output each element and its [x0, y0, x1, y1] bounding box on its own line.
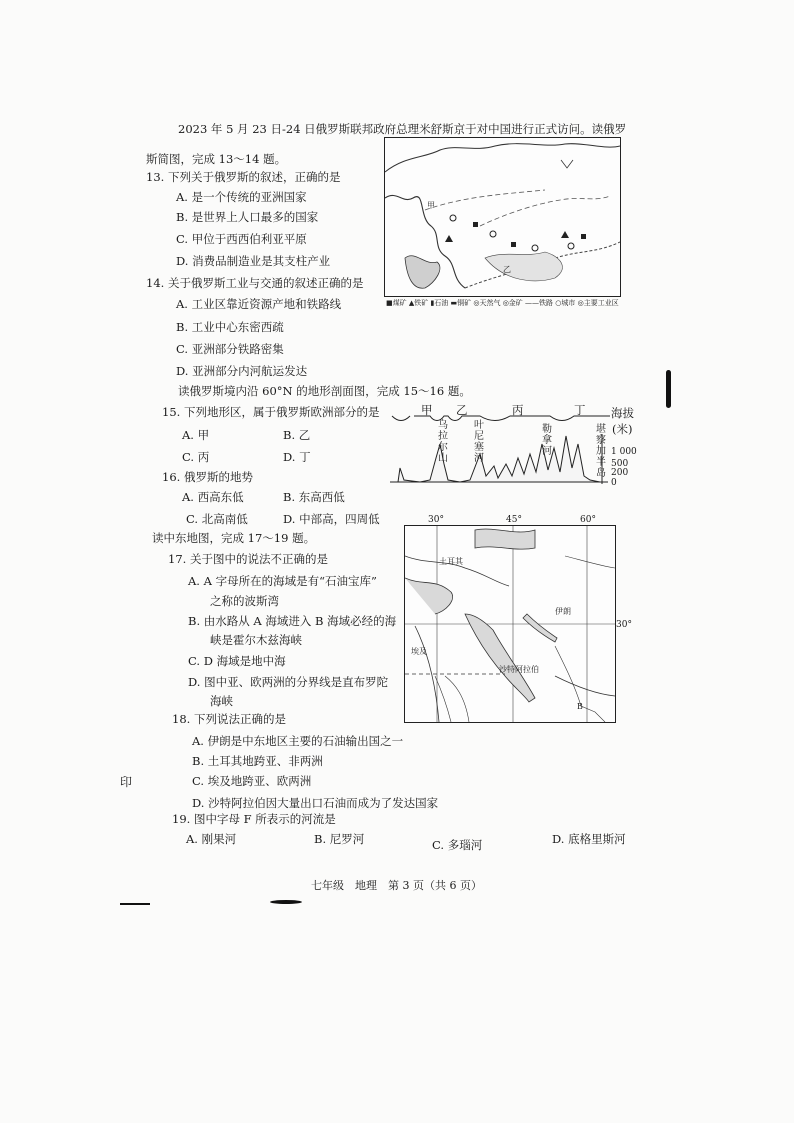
question-16-option-b: B. 东高西低 — [283, 490, 345, 504]
question-19-option-b: B. 尼罗河 — [314, 832, 365, 846]
russia-map — [384, 137, 621, 297]
profile-ytick-500: 500 — [611, 459, 629, 469]
question-19-stem: 19. 图中字母 F 所表示的河流是 — [172, 812, 336, 826]
middle-east-map — [404, 525, 616, 723]
question-13-option-d: D. 消费品制造业是其支柱产业 — [176, 254, 331, 268]
question-17-option-d-line2: 海峡 — [210, 694, 233, 708]
question-17-option-b-line1: B. 由水路从 A 海域进入 B 海域必经的海 — [188, 614, 397, 628]
mideast-longitude-45: 45° — [506, 515, 522, 525]
mideast-latitude-30: 30° — [616, 620, 632, 630]
question-15-option-b: B. 乙 — [283, 428, 311, 442]
russia-map-legend: ■煤矿 ▲铁矿 ▮石油 ▬铜矿 ◎天然气 ◎金矿 ——铁路 ○城市 ◎主要工业区 — [386, 299, 619, 307]
intro-15-16: 读俄罗斯境内沿 60°N 的地形剖面图，完成 15～16 题。 — [178, 384, 471, 398]
question-17-option-a-line1: A. A 字母所在的海域是有“石油宝库” — [188, 574, 377, 588]
mideast-longitude-60: 60° — [580, 515, 596, 525]
question-18-option-a: A. 伊朗是中东地区主要的石油输出国之一 — [192, 734, 404, 748]
profile-feature-lena: 勒拿河 — [542, 424, 552, 457]
profile-feature-yenisei: 叶尼塞河 — [474, 420, 484, 464]
margin-mark: 印 — [120, 775, 133, 789]
mideast-label-saudi: 沙特阿拉伯 — [499, 665, 539, 674]
profile-feature-ural: 乌拉尔山 — [438, 420, 448, 464]
question-16-stem: 16. 俄罗斯的地势 — [162, 470, 253, 484]
question-14-option-d: D. 亚洲部分内河航运发达 — [176, 364, 308, 378]
question-16-option-c: C. 北高南低 — [186, 512, 248, 526]
question-17-option-d-line1: D. 图中亚、欧两洲的分界线是直布罗陀 — [188, 675, 389, 689]
russia-map-label-jia: 甲 — [427, 201, 435, 210]
profile-ylabel: 海拔 — [611, 406, 634, 420]
intro-13-14-line1: 2023 年 5 月 23 日-24 日俄罗斯联邦政府总理米舒斯京于对中国进行正式访问。读俄罗 — [178, 122, 627, 136]
scan-mark-bottom — [270, 900, 302, 904]
mideast-label-turkey: 土耳其 — [439, 557, 463, 566]
question-17-option-a-line2: 之称的波斯湾 — [210, 594, 279, 608]
profile-ytick-0: 0 — [611, 478, 617, 488]
question-15-option-c: C. 丙 — [182, 450, 210, 464]
question-16-option-d: D. 中部高，四周低 — [283, 512, 380, 526]
mideast-label-egypt: 埃及 — [411, 647, 427, 656]
scan-line-left — [120, 903, 150, 905]
terrain-profile — [390, 414, 610, 490]
intro-13-14-line2: 斯简图，完成 13～14 题。 — [146, 152, 287, 166]
profile-feature-kamchatka: 堪察加半岛 — [596, 424, 606, 479]
question-18-option-d: D. 沙特阿拉伯因大量出口石油而成为了发达国家 — [192, 796, 439, 810]
question-13-option-c: C. 甲位于西西伯利亚平原 — [176, 232, 307, 246]
question-18-option-c: C. 埃及地跨亚、欧两洲 — [192, 774, 312, 788]
question-13-stem: 13. 下列关于俄罗斯的叙述，正确的是 — [146, 170, 341, 184]
question-19-option-c: C. 多瑙河 — [432, 838, 483, 852]
profile-ytick-200: 200 — [611, 468, 629, 478]
mideast-label-iran: 伊朗 — [555, 607, 571, 616]
question-14-option-a: A. 工业区靠近资源产地和铁路线 — [176, 297, 342, 311]
question-19-option-d: D. 底格里斯河 — [552, 832, 626, 846]
profile-region-jia: 甲 — [421, 403, 433, 417]
profile-region-bing: 丙 — [512, 403, 524, 417]
profile-yunit: (米) — [612, 422, 633, 436]
profile-region-yi: 乙 — [456, 403, 468, 417]
question-18-stem: 18. 下列说法正确的是 — [172, 712, 286, 726]
question-13-option-a: A. 是一个传统的亚洲国家 — [176, 190, 307, 204]
question-17-option-b-line2: 峡是霍尔木兹海峡 — [210, 633, 302, 647]
question-15-stem: 15. 下列地形区，属于俄罗斯欧洲部分的是 — [162, 405, 380, 419]
question-16-option-a: A. 西高东低 — [182, 490, 244, 504]
question-15-option-d: D. 丁 — [283, 450, 311, 464]
question-17-stem: 17. 关于图中的说法不正确的是 — [168, 552, 328, 566]
page-footer: 七年级 地理 第 3 页（共 6 页） — [311, 879, 482, 892]
question-14-option-c: C. 亚洲部分铁路密集 — [176, 342, 284, 356]
profile-ytick-1000: 1 000 — [611, 447, 637, 457]
mideast-longitude-30: 30° — [428, 515, 444, 525]
question-13-option-b: B. 是世界上人口最多的国家 — [176, 210, 319, 224]
question-19-option-a: A. 刚果河 — [186, 832, 237, 846]
scan-mark-right — [666, 370, 671, 408]
question-15-option-a: A. 甲 — [182, 428, 210, 442]
profile-region-ding: 丁 — [574, 403, 586, 417]
question-17-option-c: C. D 海域是地中海 — [188, 654, 286, 668]
mideast-label-b: B — [577, 702, 583, 711]
question-14-stem: 14. 关于俄罗斯工业与交通的叙述正确的是 — [146, 276, 364, 290]
question-18-option-b: B. 土耳其地跨亚、非两洲 — [192, 754, 323, 768]
intro-17-19: 读中东地图，完成 17～19 题。 — [152, 531, 316, 545]
question-14-option-b: B. 工业中心东密西疏 — [176, 320, 284, 334]
russia-map-label-yi: 乙 — [503, 265, 511, 274]
